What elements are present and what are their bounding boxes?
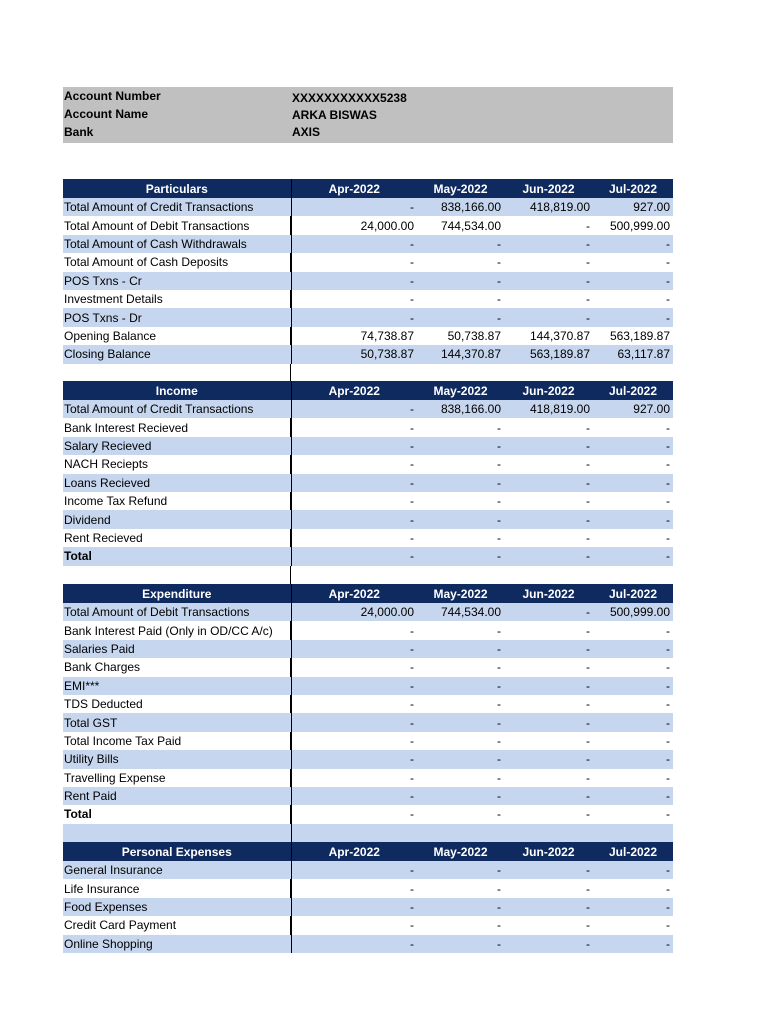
amount-cell: - bbox=[504, 750, 593, 768]
amount-cell: - bbox=[291, 787, 417, 805]
amount-cell: - bbox=[504, 474, 593, 492]
amount-cell: - bbox=[504, 935, 593, 953]
amount-cell: - bbox=[586, 218, 590, 233]
amount-cell: - bbox=[666, 881, 670, 896]
table-row bbox=[63, 529, 673, 547]
amount-cell: 24,000.00 bbox=[291, 603, 417, 621]
row-label: Bank Interest Paid (Only in OD/CC A/c) bbox=[63, 621, 291, 639]
amount-cell: 50,738.87 bbox=[291, 345, 417, 363]
amount-cell: - bbox=[593, 272, 673, 290]
amount-cell: - bbox=[666, 918, 670, 933]
table-row bbox=[63, 713, 673, 731]
amount-cell: - bbox=[593, 510, 673, 528]
blank-cell bbox=[593, 824, 673, 842]
table-row bbox=[63, 272, 673, 290]
row-label: Total GST bbox=[63, 713, 291, 731]
amount-cell: - bbox=[291, 898, 417, 916]
row-label: Bank Charges bbox=[63, 658, 291, 676]
table-row bbox=[63, 492, 673, 510]
month-header: Jun-2022 bbox=[504, 179, 593, 198]
account-number-label: Account Number bbox=[64, 89, 161, 103]
amount-cell: 563,189.87 bbox=[504, 345, 593, 363]
table-row bbox=[63, 621, 673, 639]
amount-cell: - bbox=[410, 530, 414, 545]
table-row bbox=[63, 935, 673, 953]
amount-cell: 500,999.00 bbox=[609, 218, 670, 233]
table-row bbox=[63, 916, 673, 934]
amount-cell: - bbox=[586, 807, 590, 822]
amount-cell: - bbox=[497, 881, 501, 896]
amount-cell: - bbox=[417, 235, 504, 253]
amount-cell: - bbox=[417, 713, 504, 731]
table-row bbox=[63, 290, 673, 308]
bank-value: AXIS bbox=[292, 125, 321, 139]
row-label: Total Income Tax Paid bbox=[63, 732, 291, 750]
table-row bbox=[63, 879, 673, 897]
amount-cell: - bbox=[497, 420, 501, 435]
amount-cell: - bbox=[497, 807, 501, 822]
amount-cell: - bbox=[593, 935, 673, 953]
amount-cell: - bbox=[497, 623, 501, 638]
expenditure-header-row bbox=[63, 584, 673, 603]
amount-cell: - bbox=[497, 255, 501, 270]
row-label: EMI*** bbox=[63, 677, 291, 695]
amount-cell: - bbox=[593, 750, 673, 768]
month-header: May-2022 bbox=[417, 842, 504, 861]
amount-cell: - bbox=[586, 420, 590, 435]
row-label: Travelling Expense bbox=[63, 769, 291, 787]
amount-cell: - bbox=[586, 770, 590, 785]
amount-cell: - bbox=[410, 881, 414, 896]
amount-cell: 50,738.87 bbox=[447, 328, 501, 343]
month-header: Apr-2022 bbox=[291, 381, 417, 400]
amount-cell: - bbox=[593, 898, 673, 916]
row-label: Rent Recieved bbox=[63, 529, 291, 547]
blank-cell bbox=[504, 824, 593, 842]
amount-cell: - bbox=[291, 713, 417, 731]
table-row bbox=[63, 327, 673, 345]
table-row bbox=[63, 216, 673, 234]
amount-cell: - bbox=[417, 898, 504, 916]
amount-cell: - bbox=[586, 881, 590, 896]
month-header: Jun-2022 bbox=[504, 842, 593, 861]
table-row bbox=[63, 677, 673, 695]
amount-cell: - bbox=[410, 770, 414, 785]
amount-cell: - bbox=[666, 530, 670, 545]
row-label: Online Shopping bbox=[63, 935, 291, 953]
row-label: NACH Reciepts bbox=[63, 455, 291, 473]
amount-cell: - bbox=[417, 547, 504, 565]
amount-cell: - bbox=[593, 474, 673, 492]
amount-cell: 24,000.00 bbox=[360, 218, 414, 233]
amount-cell: - bbox=[291, 235, 417, 253]
amount-cell: - bbox=[410, 660, 414, 675]
table-row bbox=[63, 198, 673, 216]
amount-cell: - bbox=[504, 437, 593, 455]
amount-cell: - bbox=[504, 787, 593, 805]
amount-cell: - bbox=[291, 750, 417, 768]
amount-cell: - bbox=[410, 733, 414, 748]
table-row bbox=[63, 805, 673, 823]
amount-cell: 500,999.00 bbox=[593, 603, 673, 621]
table-row bbox=[63, 732, 673, 750]
amount-cell: - bbox=[291, 308, 417, 326]
table-row bbox=[63, 695, 673, 713]
amount-cell: - bbox=[666, 623, 670, 638]
amount-cell: - bbox=[666, 697, 670, 712]
month-header: Jul-2022 bbox=[593, 584, 673, 603]
amount-cell: - bbox=[593, 677, 673, 695]
amount-cell: - bbox=[593, 640, 673, 658]
amount-cell: - bbox=[504, 603, 593, 621]
amount-cell: - bbox=[417, 640, 504, 658]
amount-cell: - bbox=[504, 547, 593, 565]
blank-cell bbox=[417, 824, 504, 842]
blank-row bbox=[63, 824, 673, 842]
amount-cell: - bbox=[417, 308, 504, 326]
amount-cell: - bbox=[586, 292, 590, 307]
amount-cell: - bbox=[666, 420, 670, 435]
amount-cell: - bbox=[504, 713, 593, 731]
blank-cell bbox=[291, 824, 417, 842]
amount-cell: 838,166.00 bbox=[417, 198, 504, 216]
amount-cell: - bbox=[291, 474, 417, 492]
amount-cell: - bbox=[497, 530, 501, 545]
row-label: POS Txns - Dr bbox=[63, 308, 291, 326]
amount-cell: - bbox=[666, 733, 670, 748]
amount-cell: - bbox=[417, 474, 504, 492]
personal-expenses-header-row bbox=[63, 842, 673, 861]
amount-cell: - bbox=[586, 660, 590, 675]
amount-cell: 74,738.87 bbox=[360, 328, 414, 343]
row-label: Life Insurance bbox=[63, 879, 291, 897]
amount-cell: - bbox=[291, 437, 417, 455]
row-label: Total Amount of Credit Transactions bbox=[63, 198, 291, 216]
amount-cell: - bbox=[593, 861, 673, 879]
row-label: Utility Bills bbox=[63, 750, 291, 768]
amount-cell: - bbox=[666, 494, 670, 509]
amount-cell: - bbox=[410, 494, 414, 509]
particulars-table bbox=[63, 179, 674, 364]
row-label: Closing Balance bbox=[63, 345, 291, 363]
amount-cell: - bbox=[504, 308, 593, 326]
row-label: Bank Interest Recieved bbox=[63, 418, 291, 436]
amount-cell: - bbox=[504, 510, 593, 528]
amount-cell: - bbox=[586, 457, 590, 472]
month-header: Apr-2022 bbox=[291, 179, 417, 198]
account-info-box bbox=[63, 87, 673, 143]
particulars-header-row bbox=[63, 179, 673, 198]
amount-cell: - bbox=[504, 677, 593, 695]
amount-cell: - bbox=[666, 770, 670, 785]
month-header: Jun-2022 bbox=[504, 584, 593, 603]
row-label: Income Tax Refund bbox=[63, 492, 291, 510]
blank-cell bbox=[63, 824, 291, 842]
amount-cell: 418,819.00 bbox=[504, 400, 593, 418]
bank-label: Bank bbox=[64, 125, 94, 139]
amount-cell: - bbox=[410, 697, 414, 712]
amount-cell: - bbox=[586, 697, 590, 712]
amount-cell: - bbox=[593, 787, 673, 805]
amount-cell: - bbox=[593, 235, 673, 253]
month-header: Apr-2022 bbox=[291, 584, 417, 603]
table-row bbox=[63, 547, 673, 565]
row-label: Salaries Paid bbox=[63, 640, 291, 658]
amount-cell: - bbox=[417, 750, 504, 768]
table-row bbox=[63, 603, 673, 621]
amount-cell: - bbox=[666, 457, 670, 472]
expenditure-table bbox=[63, 584, 674, 842]
amount-cell: - bbox=[586, 494, 590, 509]
row-label: Investment Details bbox=[63, 290, 291, 308]
amount-cell: - bbox=[504, 898, 593, 916]
amount-cell: - bbox=[417, 861, 504, 879]
month-header: Jul-2022 bbox=[593, 179, 673, 198]
amount-cell: - bbox=[586, 530, 590, 545]
amount-cell: - bbox=[593, 437, 673, 455]
amount-cell: 744,534.00 bbox=[417, 603, 504, 621]
amount-cell: - bbox=[497, 770, 501, 785]
table-row bbox=[63, 750, 673, 768]
amount-cell: - bbox=[410, 623, 414, 638]
amount-cell: - bbox=[497, 292, 501, 307]
row-label: Food Expenses bbox=[63, 898, 291, 916]
table-row bbox=[63, 658, 673, 676]
row-label: TDS Deducted bbox=[63, 695, 291, 713]
row-label: Total Amount of Debit Transactions bbox=[63, 603, 291, 621]
amount-cell: - bbox=[417, 510, 504, 528]
amount-cell: - bbox=[410, 292, 414, 307]
amount-cell: - bbox=[666, 807, 670, 822]
month-header: Jun-2022 bbox=[504, 381, 593, 400]
amount-cell: - bbox=[666, 660, 670, 675]
personal-expenses-table bbox=[63, 842, 674, 953]
amount-cell: - bbox=[666, 255, 670, 270]
table-row bbox=[63, 787, 673, 805]
row-label: POS Txns - Cr bbox=[63, 272, 291, 290]
table-row bbox=[63, 418, 673, 436]
amount-cell: - bbox=[410, 420, 414, 435]
section-header-title: Personal Expenses bbox=[63, 842, 291, 861]
amount-cell: - bbox=[586, 733, 590, 748]
amount-cell: - bbox=[291, 935, 417, 953]
row-label: Total Amount of Cash Deposits bbox=[63, 253, 291, 271]
row-label: Total bbox=[63, 547, 291, 565]
account-name-value: ARKA BISWAS bbox=[292, 108, 377, 122]
amount-cell: - bbox=[497, 457, 501, 472]
row-label: Total Amount of Credit Transactions bbox=[63, 400, 291, 418]
amount-cell: - bbox=[291, 400, 417, 418]
amount-cell: - bbox=[504, 861, 593, 879]
amount-cell: - bbox=[504, 640, 593, 658]
table-row bbox=[63, 510, 673, 528]
row-label: Credit Card Payment bbox=[63, 916, 291, 934]
table-row bbox=[63, 437, 673, 455]
section-header-title: Expenditure bbox=[63, 584, 291, 603]
amount-cell: - bbox=[593, 547, 673, 565]
row-label: Salary Recieved bbox=[63, 437, 291, 455]
row-label: Total bbox=[63, 805, 291, 823]
amount-cell: - bbox=[586, 255, 590, 270]
amount-cell: - bbox=[497, 697, 501, 712]
section-header-title: Particulars bbox=[63, 179, 291, 198]
table-row bbox=[63, 769, 673, 787]
row-label: Total Amount of Cash Withdrawals bbox=[63, 235, 291, 253]
amount-cell: - bbox=[291, 272, 417, 290]
month-header: Jul-2022 bbox=[593, 842, 673, 861]
amount-cell: 927.00 bbox=[593, 198, 673, 216]
amount-cell: - bbox=[497, 494, 501, 509]
row-label: Opening Balance bbox=[63, 327, 291, 345]
amount-cell: - bbox=[410, 457, 414, 472]
table-row bbox=[63, 861, 673, 879]
amount-cell: - bbox=[410, 807, 414, 822]
table-row bbox=[63, 898, 673, 916]
amount-cell: 418,819.00 bbox=[504, 198, 593, 216]
month-header: May-2022 bbox=[417, 179, 504, 198]
account-number-value: XXXXXXXXXXX5238 bbox=[292, 91, 407, 105]
amount-cell: - bbox=[291, 861, 417, 879]
table-row bbox=[63, 308, 673, 326]
month-header: May-2022 bbox=[417, 381, 504, 400]
amount-cell: - bbox=[291, 198, 417, 216]
table-row bbox=[63, 474, 673, 492]
amount-cell: 927.00 bbox=[593, 400, 673, 418]
month-header: Jul-2022 bbox=[593, 381, 673, 400]
amount-cell: - bbox=[291, 547, 417, 565]
amount-cell: 838,166.00 bbox=[417, 400, 504, 418]
amount-cell: - bbox=[410, 918, 414, 933]
row-label: Total Amount of Debit Transactions bbox=[63, 216, 291, 234]
amount-cell: - bbox=[417, 677, 504, 695]
amount-cell: - bbox=[417, 935, 504, 953]
amount-cell: - bbox=[291, 640, 417, 658]
table-row bbox=[63, 253, 673, 271]
amount-cell: 563,189.87 bbox=[609, 328, 670, 343]
table-row bbox=[63, 455, 673, 473]
amount-cell: - bbox=[593, 713, 673, 731]
row-label: Loans Recieved bbox=[63, 474, 291, 492]
income-table bbox=[63, 381, 674, 566]
amount-cell: - bbox=[417, 437, 504, 455]
amount-cell: - bbox=[586, 918, 590, 933]
amount-cell: 744,534.00 bbox=[440, 218, 501, 233]
amount-cell: - bbox=[497, 918, 501, 933]
amount-cell: - bbox=[586, 623, 590, 638]
amount-cell: - bbox=[291, 677, 417, 695]
amount-cell: 63,117.87 bbox=[593, 345, 673, 363]
row-label: Dividend bbox=[63, 510, 291, 528]
table-row bbox=[63, 640, 673, 658]
amount-cell: - bbox=[417, 272, 504, 290]
amount-cell: - bbox=[417, 787, 504, 805]
amount-cell: - bbox=[497, 660, 501, 675]
section-header-title: Income bbox=[63, 381, 291, 400]
table-row bbox=[63, 400, 673, 418]
amount-cell: - bbox=[410, 255, 414, 270]
table-row bbox=[63, 235, 673, 253]
amount-cell: - bbox=[291, 510, 417, 528]
amount-cell: - bbox=[593, 308, 673, 326]
month-header: May-2022 bbox=[417, 584, 504, 603]
row-label: General Insurance bbox=[63, 861, 291, 879]
income-header-row bbox=[63, 381, 673, 400]
month-header: Apr-2022 bbox=[291, 842, 417, 861]
amount-cell: - bbox=[504, 235, 593, 253]
amount-cell: 144,370.87 bbox=[417, 345, 504, 363]
amount-cell: - bbox=[504, 272, 593, 290]
table-row bbox=[63, 345, 673, 363]
amount-cell: 144,370.87 bbox=[529, 328, 590, 343]
amount-cell: - bbox=[497, 733, 501, 748]
amount-cell: - bbox=[666, 292, 670, 307]
account-name-label: Account Name bbox=[64, 107, 149, 121]
row-label: Rent Paid bbox=[63, 787, 291, 805]
